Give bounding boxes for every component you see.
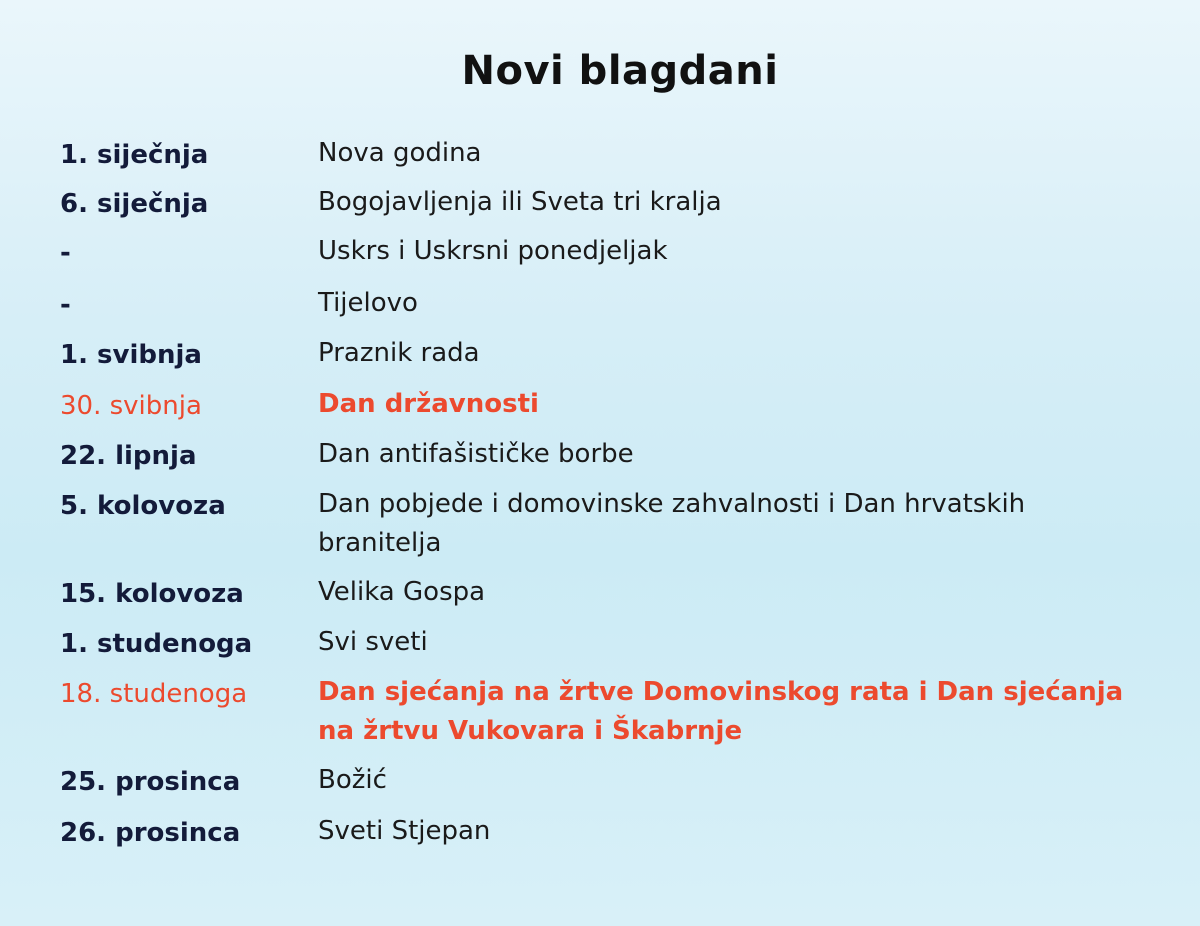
holiday-date: 25. prosinca <box>60 767 241 797</box>
holiday-date: 1. siječnja <box>60 140 209 170</box>
holiday-date: 5. kolovoza <box>60 491 226 521</box>
holiday-date: 1. svibnja <box>60 340 202 370</box>
holiday-name: Dan državnosti <box>318 389 539 419</box>
holiday-date: - <box>60 238 71 268</box>
holiday-date: 30. svibnja <box>60 391 202 421</box>
holiday-name: Dan antifašističke borbe <box>318 439 634 469</box>
holiday-date: 1. studenoga <box>60 629 253 659</box>
holiday-name: Sveti Stjepan <box>318 816 491 846</box>
slide-title: Novi blagdani <box>461 48 779 94</box>
holiday-date: 15. kolovoza <box>60 579 244 609</box>
holiday-name: Velika Gospa <box>318 577 486 607</box>
holiday-name: Dan pobjede i domovinske zahvalnosti i Dan hrvatskih branitelja <box>318 489 1026 558</box>
holiday-date: 22. lipnja <box>60 441 197 471</box>
holiday-name: Nova godina <box>318 138 482 168</box>
holiday-name: Bogojavljenja ili Sveta tri kralja <box>318 187 722 217</box>
holiday-name: Uskrs i Uskrsni ponedjeljak <box>318 236 668 266</box>
holiday-name: Svi sveti <box>318 627 428 657</box>
holiday-name: Božić <box>318 765 387 795</box>
holiday-date: 18. studenoga <box>60 679 248 709</box>
holiday-name: Dan sjećanja na žrtve Domovinskog rata i Dan sjećanja na žrtvu Vukovara i Škabrnje <box>318 677 1124 746</box>
holiday-date: 26. prosinca <box>60 818 241 848</box>
holiday-name: Tijelovo <box>318 288 418 318</box>
holiday-date: 6. siječnja <box>60 189 209 219</box>
holiday-date: - <box>60 290 71 320</box>
holiday-name: Praznik rada <box>318 338 480 368</box>
